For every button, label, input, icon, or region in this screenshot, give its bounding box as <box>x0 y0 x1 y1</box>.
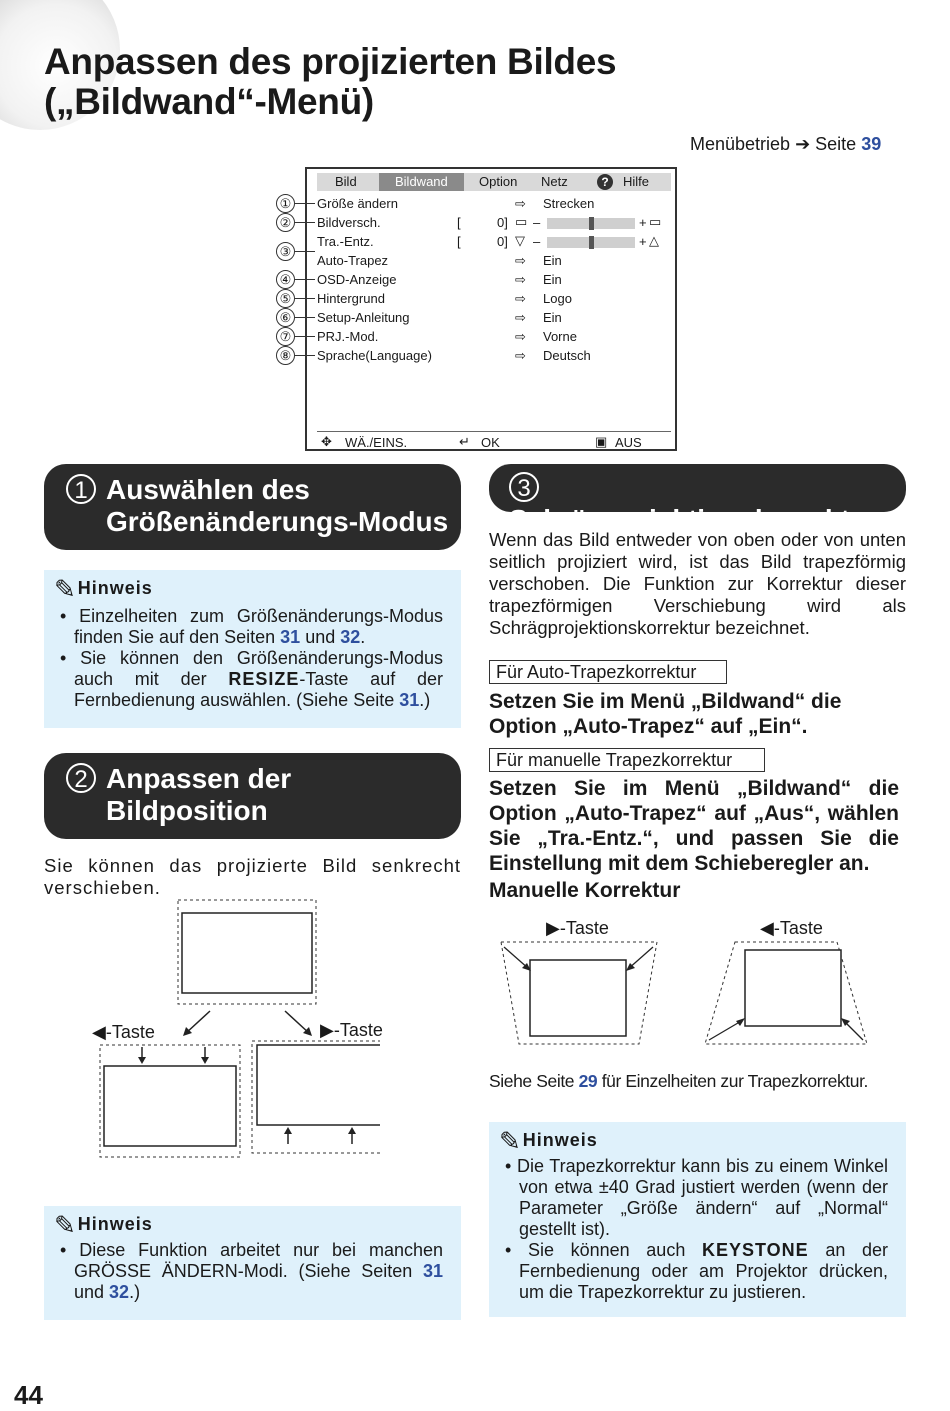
bracket: [ <box>457 234 461 249</box>
trapezoid-icon: △ <box>649 233 659 248</box>
auto-keystone-instruction: Setzen Sie im Menü „Bildwand“ die Option „Auto-Trapez“ auf „Ein“. <box>489 690 842 738</box>
page-link[interactable]: 31 <box>422 1260 443 1281</box>
arrow-head <box>201 1057 209 1064</box>
tab-bild[interactable]: Bild <box>335 174 357 189</box>
hint-box-1 <box>44 560 461 728</box>
menu-value: Deutsch <box>543 348 591 363</box>
hint-bullet: • Die Trapezkorrektur kann bis zu einem Winkel von etwa ±40 Grad justiert werden (wenn der Parameter „Größe ändern“ auf „Normal“ gestellt ist). <box>505 1155 888 1239</box>
callout-number: ③ <box>276 242 295 261</box>
section-number: 3 <box>509 472 539 502</box>
left-key-label: ◀-Taste <box>92 1022 155 1042</box>
pencil-icon: ✎ <box>54 573 76 604</box>
leader-line <box>295 251 315 252</box>
page-link[interactable]: 32 <box>109 1281 130 1302</box>
page-title: Anpassen des projizierten Bildes („Bildwand“-Menü) <box>44 41 617 122</box>
leader-line <box>295 317 315 318</box>
arrow-head <box>138 1057 146 1064</box>
leader-line <box>295 355 315 356</box>
leader-line <box>295 336 315 337</box>
arrow-right-icon: ⇨ <box>515 291 526 306</box>
screen-icon: ▭ <box>515 214 528 229</box>
slider-knob[interactable] <box>589 236 594 249</box>
keystone-diagram <box>495 938 905 1053</box>
footer-ok[interactable]: OK <box>481 435 500 450</box>
arrow-right-icon: ⇨ <box>515 272 526 287</box>
pencil-icon: ✎ <box>499 1125 521 1156</box>
slider-plus: + <box>639 215 647 230</box>
page-link[interactable]: 31 <box>280 626 301 647</box>
bracket: [ <box>457 215 461 230</box>
arrow-right-icon: ⇨ <box>515 310 526 325</box>
menu-reference: Menübetrieb ➔ Seite 39 <box>690 134 882 154</box>
menu-footer <box>317 431 671 450</box>
hint-border <box>44 560 461 570</box>
arrow-head <box>736 1018 745 1026</box>
menu-value: Ein <box>543 310 562 325</box>
section1-header <box>44 464 461 550</box>
leader-line <box>295 298 315 299</box>
section3-title: Schrägprojektionskorrektur <box>509 504 878 535</box>
section3-intro: Wenn das Bild entweder von oben oder von unten seitlich projiziert wird, ist das Bild trapezförmig verschoben. Die Funktion zur Korrektur dieser trapezförmigen Verschiebung wird als Schrägprojektionskorrektur bezeichnet. <box>489 529 906 638</box>
tab-bildwand[interactable]: Bildwand <box>379 173 464 191</box>
screen-raised <box>257 1045 380 1125</box>
slider-plus: + <box>639 234 647 249</box>
slider-minus: – <box>533 215 541 230</box>
callout-number: ⑦ <box>276 327 295 346</box>
callout-number: ⑧ <box>276 346 295 365</box>
hint-border <box>489 1112 906 1122</box>
arrow-right-icon: ⇨ <box>515 329 526 344</box>
corrected-screen-left <box>530 960 626 1036</box>
menu-value: Ein <box>543 272 562 287</box>
section2-title: Anpassen der Bildposition <box>106 763 292 826</box>
hint-box-2 <box>44 1196 461 1320</box>
slider-tra-entz[interactable] <box>547 237 635 248</box>
callout-number: ④ <box>276 270 295 289</box>
hint-border <box>44 1196 461 1206</box>
menu-value: Logo <box>543 291 572 306</box>
page-link[interactable]: 31 <box>399 689 420 710</box>
section-number: 2 <box>66 763 96 793</box>
hint-label: Hinweis <box>77 1214 153 1234</box>
menu-row-setup[interactable]: Setup-Anleitung <box>317 310 410 325</box>
pencil-icon: ✎ <box>54 1209 76 1240</box>
hint-bullet: • Sie können auch KEYSTONE an der Fernbedienung oder am Projektor drücken, um die Trapezkorrektur zu justieren. <box>505 1239 889 1302</box>
menu-row-hintergrund[interactable]: Hintergrund <box>317 291 385 306</box>
trapezoid-icon: ▽ <box>515 233 525 248</box>
manual-keystone-label: Für manuelle Trapezkorrektur <box>489 748 765 772</box>
manual-keystone-instruction: Setzen Sie im Menü „Bildwand“ die Option „Auto-Trapez“ auf „Aus“, wählen Sie „Tra.-Entz.“, und passen Sie die Einstellung mit dem Schieberegler an. <box>489 777 899 875</box>
see-page-note: Siehe Seite 29 für Einzelheiten zur Trapezkorrektur. <box>489 1071 869 1091</box>
tab-netz[interactable]: Netz <box>541 174 568 189</box>
leader-line <box>295 203 315 204</box>
callout-number: ① <box>276 194 295 213</box>
screen-icon: ▭ <box>649 214 662 229</box>
corrected-screen-right <box>745 950 841 1026</box>
arrow-right-icon: ⇨ <box>515 348 526 363</box>
slider-minus: – <box>533 234 541 249</box>
menu-value: Strecken <box>543 196 595 211</box>
screen-lowered <box>104 1066 236 1146</box>
arrow-head <box>284 1127 292 1134</box>
menu-screenshot <box>305 167 677 451</box>
help-icon: ? <box>597 174 613 190</box>
enter-icon: ↵ <box>459 434 470 449</box>
move-icon: ✥ <box>321 434 332 449</box>
section-number: 1 <box>66 474 96 504</box>
callout-number: ⑥ <box>276 308 295 327</box>
menu-row-bildversch[interactable]: Bildversch. <box>317 215 381 230</box>
page-number: 44 <box>14 1380 43 1410</box>
auto-keystone-label: Für Auto-Trapezkorrektur <box>489 660 727 684</box>
page-link[interactable]: 32 <box>340 626 361 647</box>
setting-value: 0] <box>497 215 508 230</box>
menu-button-icon: ▣ <box>595 434 608 449</box>
hint-bullet: • Sie können den Größenänderungs-Modus auch mit der RESIZE-Taste auf der Fernbedienung auswählen. (Siehe Seite 31.) <box>60 647 443 710</box>
section2-header <box>44 753 461 839</box>
leader-line <box>295 222 315 223</box>
setting-value: 0] <box>497 234 508 249</box>
menu-tabs <box>317 173 671 191</box>
left-key-label: ◀-Taste <box>760 918 823 938</box>
menu-value: Ein <box>543 253 562 268</box>
hint-label: Hinweis <box>522 1130 598 1150</box>
callout-number: ② <box>276 213 295 232</box>
tab-hilfe[interactable]: Hilfe <box>623 174 650 189</box>
slider-knob[interactable] <box>589 217 594 230</box>
right-key-label: ▶-Taste <box>546 918 609 938</box>
hint-label: Hinweis <box>77 578 153 598</box>
menu-row-groesse[interactable]: Größe ändern <box>317 196 398 211</box>
hint-box-3 <box>489 1112 906 1317</box>
arrow-right-icon: ⇨ <box>515 253 526 268</box>
arrow-head <box>348 1127 356 1134</box>
page-link[interactable]: 39 <box>861 134 882 154</box>
section1-title: Auswählen des Größenänderungs-Modus <box>106 474 449 537</box>
footer-select[interactable]: WÄ./EINS. <box>345 435 408 450</box>
slider-bildversch[interactable] <box>547 218 635 229</box>
menu-row-auto-trapez[interactable]: Auto-Trapez <box>317 253 389 268</box>
screen-center <box>182 913 312 993</box>
menu-row-sprache[interactable]: Sprache(Language) <box>317 348 432 363</box>
hint-bullet: • Diese Funktion arbeitet nur bei manchen GRÖSSE ÄNDERN-Modi. (Siehe Seiten 31 und 32.) <box>60 1239 444 1302</box>
menu-value: Vorne <box>543 329 577 344</box>
section2-text: Sie können das projizierte Bild senkrecht verschieben. <box>44 855 461 898</box>
menu-row-osd[interactable]: OSD-Anzeige <box>317 272 397 287</box>
right-key-label: ▶-Taste <box>320 1020 383 1040</box>
page-link[interactable]: 29 <box>578 1071 598 1091</box>
hint-bullet: • Einzelheiten zum Größenänderungs-Modus finden Sie auf den Seiten 31 und 32. <box>60 605 443 647</box>
leader-line <box>295 279 315 280</box>
menu-row-tra-entz[interactable]: Tra.-Entz. <box>317 234 374 249</box>
arrow-right-icon: ⇨ <box>515 196 526 211</box>
manual-correction-heading: Manuelle Korrektur <box>489 879 681 902</box>
section3-header <box>489 464 906 535</box>
callout-number: ⑤ <box>276 289 295 308</box>
tab-option[interactable]: Option <box>479 174 518 189</box>
footer-exit[interactable]: AUS <box>615 435 642 450</box>
menu-row-prj-mod[interactable]: PRJ.-Mod. <box>317 329 379 344</box>
